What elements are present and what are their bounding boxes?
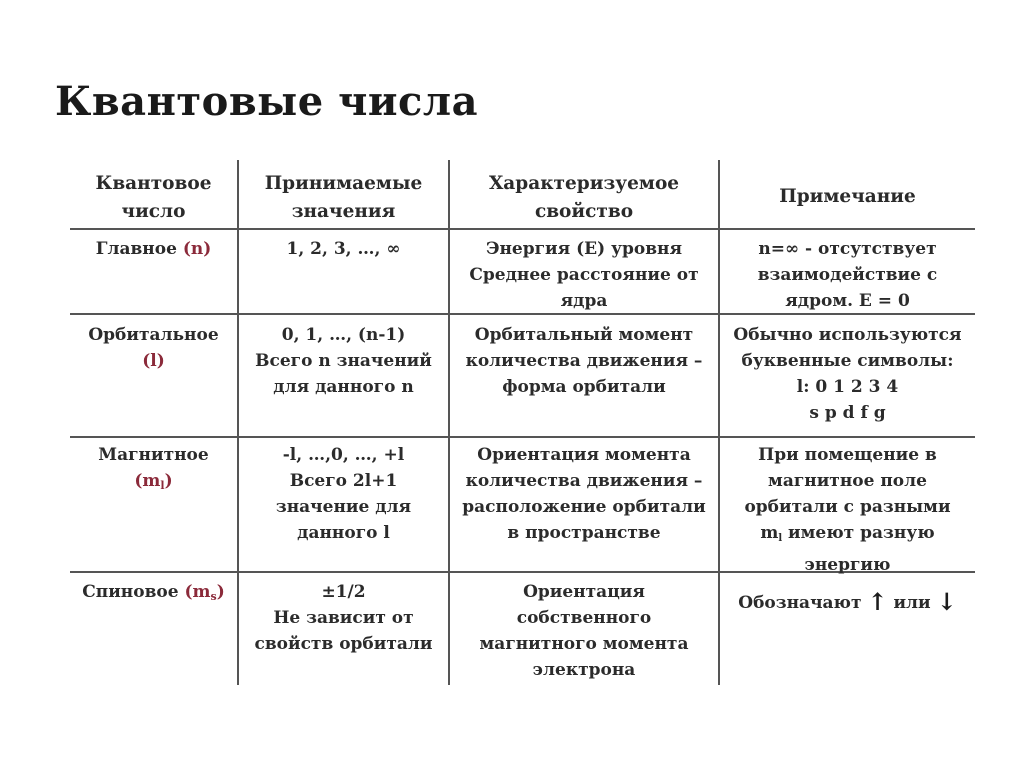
spin-note: Обозначают ↑ или ↓ [738, 587, 957, 616]
row-divider-2 [70, 436, 975, 438]
header-quantum-number: Квантовое число [95, 173, 212, 222]
arrow-down-icon: ↓ [936, 587, 957, 616]
orbital-property: Орбитальный момент количества движения – форма орбитали [465, 325, 703, 397]
principal-name: Главное (n) [95, 239, 212, 259]
magnetic-note: При помещение в магнитное поле орбитали с разными ml имеют разную энергию [744, 445, 951, 575]
header-property: Характеризуемое свойство [488, 173, 680, 222]
orbital-note: Обычно используются буквенные символы: l: 0 1 2 3 4 s p d f g [733, 325, 962, 423]
orbital-values: 0, 1, …, (n-1) Всего n значений для данного n [255, 325, 432, 397]
quantum-numbers-table [70, 160, 975, 690]
page-title: Квантовые числа [55, 78, 479, 125]
header-values: Принимаемые значения [264, 173, 423, 222]
header-note: Примечание [779, 186, 916, 207]
arrow-up-icon: ↑ [867, 587, 888, 616]
spin-values: ±1/2 Не зависит от свойств орбитали [254, 582, 433, 654]
spin-property: Ориентация собственного магнитного момента электрона [479, 582, 689, 680]
magnetic-name: Магнитное $(m_l)$ [98, 445, 209, 492]
principal-property: Энергия (E) уровня Среднее расстояние от ядра [469, 239, 699, 311]
principal-values: 1, 2, 3, …, ∞ [286, 239, 401, 259]
spin-name: Спиновое $(m_s)$ [82, 582, 225, 603]
orbital-name: Орбитальное (l) [88, 325, 219, 371]
magnetic-property: Ориентация момента количества движения – расположение орбитали в пространстве [462, 445, 706, 543]
principal-note: n=∞ - отсутствует взаимодействие с ядром. E = 0 [757, 239, 938, 311]
magnetic-values: -l, …,0, …, +l Всего 2l+1 значение для данного l [275, 445, 412, 543]
header-divider [70, 228, 975, 230]
